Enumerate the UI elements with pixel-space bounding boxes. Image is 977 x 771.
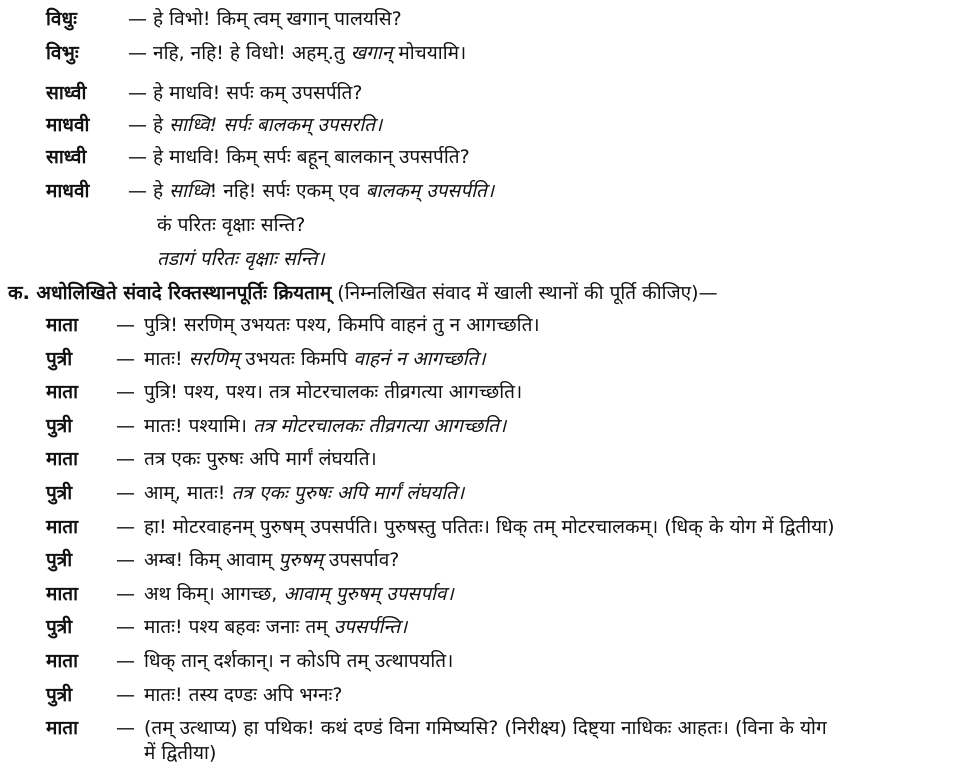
text-segment: मातः! पश्य बहवः जनाः तम् [144, 616, 334, 638]
text-segment: आम्, मातः! [144, 482, 232, 504]
dialogue-text [144, 446, 377, 472]
answer-line [157, 212, 305, 238]
text-segment: उभयतः किमपि [239, 348, 354, 370]
dash-separator: — [116, 415, 135, 437]
dialogue-text [144, 480, 464, 506]
text-segment: बालकम् उपसर्पति। [365, 180, 495, 202]
dialogue-text [144, 346, 486, 372]
heading-note: (निम्नलिखित संवाद में खाली स्थानों की पूर्ति कीजिए)— [331, 282, 718, 304]
text-segment: हा! मोटरवाहनम् पुरुषम् उपसर्पति। पुरुषस्तु पतितः। धिक् तम् मोटरचालकम्। (धिक् के योग में द्वितीया) [144, 516, 835, 538]
dash-separator: — [116, 549, 135, 571]
text-segment: मातः! तस्य दण्डः अपि भग्नः? [144, 684, 343, 706]
dash-separator: — [116, 684, 135, 706]
text-segment: मातः! पश्यामि। [144, 415, 253, 437]
speaker-label: पुत्री [46, 415, 73, 437]
dialogue-text [128, 144, 470, 170]
dash-separator: — [116, 348, 135, 370]
dialogue-text [128, 178, 494, 204]
speaker-label: माधवी [46, 180, 90, 202]
text-segment: — हे माधवि! किम् सर्पः बहून् बालकान् उपसर्पति? [128, 146, 470, 168]
dialogue-text [128, 80, 362, 106]
text-segment: मोचयामि। [392, 42, 467, 64]
dialogue-text [144, 614, 407, 640]
text-segment: आवाम् पुरुषम् उपसर्पाव। [283, 583, 454, 605]
text-segment: सरणिम् [188, 348, 240, 370]
text-segment: तत्र मोटरचालकः तीव्रगत्या आगच्छति। [252, 415, 507, 437]
speaker-label: माता [46, 448, 79, 470]
text-segment: तडागं परितः वृक्षाः सन्ति। [157, 248, 325, 270]
speaker-label: माता [46, 314, 79, 336]
text-segment: साध्वि [169, 180, 210, 202]
text-segment: तत्र एकः पुरुषः अपि मार्गं लंघयति। [231, 482, 465, 504]
speaker-label: माधवी [46, 114, 90, 136]
text-segment: — हे [128, 114, 170, 136]
section-heading [8, 280, 718, 306]
text-segment: धिक् तान् दर्शकान्। न कोऽपि तम् उत्थापयति। [144, 650, 454, 672]
speaker-label: माता [46, 583, 79, 605]
dialogue-text [128, 6, 402, 32]
answer-line [157, 246, 324, 272]
text-segment: साध्वि! सर्पः बालकम् उपसरति। [169, 114, 383, 136]
dash-separator: — [116, 516, 135, 538]
dialogue-text [144, 413, 506, 439]
speaker-label: माता [46, 717, 79, 739]
speaker-label: माता [46, 381, 79, 403]
text-segment: अथ किम्। आगच्छ, [144, 583, 284, 605]
text-segment: पुरुषम् [278, 549, 323, 571]
dash-separator: — [116, 717, 135, 739]
speaker-label: पुत्री [46, 482, 73, 504]
dash-separator: — [116, 583, 135, 605]
text-segment: खगान् [350, 42, 393, 64]
dash-separator: — [116, 314, 135, 336]
speaker-label: विधुः [46, 8, 78, 30]
text-segment: पुत्रि! पश्य, पश्य। तत्र मोटरचालकः तीव्रगत्या आगच्छति। [144, 381, 523, 403]
speaker-label: विभुः [46, 42, 79, 64]
dash-separator: — [116, 482, 135, 504]
text-segment: — हे [128, 180, 170, 202]
text-segment: उपसर्पाव? [322, 549, 400, 571]
text-segment: उपसर्पन्ति। [333, 616, 408, 638]
speaker-label: माता [46, 516, 79, 538]
dash-separator: — [116, 650, 135, 672]
text-segment: वाहनं न आगच्छति। [353, 348, 486, 370]
speaker-label: माता [46, 650, 79, 672]
text-segment: — नहि, नहि! हे विधो! अहम्.तु [128, 42, 351, 64]
speaker-label: साध्वी [46, 82, 87, 104]
dialogue-text [144, 715, 827, 741]
speaker-label: पुत्री [46, 616, 73, 638]
dialogue-text [144, 547, 399, 573]
text-segment: पुत्रि! सरणिम् उभयतः पश्य, किमपि वाहनं तु न आगच्छति। [144, 314, 540, 336]
text-segment: मातः! [144, 348, 189, 370]
dialogue-text [144, 648, 453, 674]
dialogue-text [144, 682, 342, 708]
text-segment: तत्र एकः पुरुषः अपि मार्गं लंघयति। [144, 448, 377, 470]
text-segment: अम्ब! किम् आवाम् [144, 549, 279, 571]
continuation-line: में द्वितीया) [144, 742, 217, 764]
dash-separator: — [116, 616, 135, 638]
speaker-label: साध्वी [46, 146, 87, 168]
speaker-label: पुत्री [46, 549, 73, 571]
text-segment: कं परितः वृक्षाः सन्ति? [157, 214, 306, 236]
speaker-label: पुत्री [46, 348, 73, 370]
text-segment: — हे माधवि! सर्पः कम् उपसर्पति? [128, 82, 363, 104]
dialogue-text [128, 40, 466, 66]
dialogue-text [144, 379, 522, 405]
dialogue-text [144, 581, 454, 607]
dialogue-text [144, 514, 835, 540]
text-segment: — हे विभो! किम् त्वम् खगान् पालयसि? [128, 8, 402, 30]
dash-separator: — [116, 381, 135, 403]
text-segment: ! नहि! सर्पः एकम् एव [209, 180, 366, 202]
text-segment: (तम् उत्थाप्य) हा पथिक! कथं दण्डं विना गमिष्यसि? (निरीक्ष्य) दिष्ट्या नाधिकः आहतः। (विना के योग [144, 717, 827, 739]
speaker-label: पुत्री [46, 684, 73, 706]
heading-bold: क. अधोलिखिते संवादे रिक्तस्थानपूर्तिः क्रियताम् [8, 282, 332, 304]
dialogue-text [144, 312, 540, 338]
dash-separator: — [116, 448, 135, 470]
dialogue-text [128, 112, 382, 138]
